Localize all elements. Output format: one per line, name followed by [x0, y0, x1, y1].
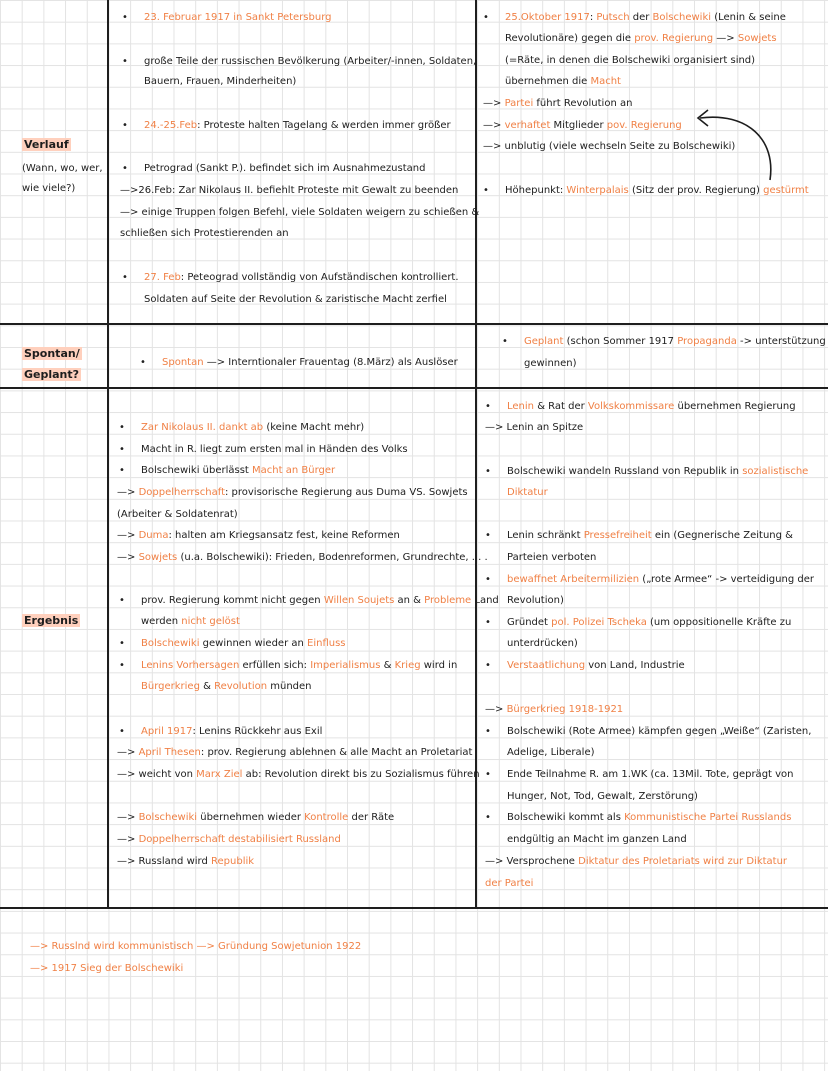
text-fragment: pol. Polizei Tscheka [551, 617, 647, 628]
text-fragment: : [589, 12, 597, 23]
verlauf-left-line [144, 119, 451, 133]
text-fragment: Macht in R. liegt zum ersten mal in Händen des Volks [141, 444, 408, 455]
ergebnis-right-line [507, 551, 596, 565]
text-fragment: —> [117, 487, 139, 498]
text-fragment: Probleme [424, 595, 472, 606]
text-fragment: Kommunistische Partei Russlands [624, 812, 792, 823]
text-fragment: gewinnen wieder an [199, 638, 308, 649]
ergebnis-right-line [507, 529, 793, 543]
text-fragment: Republik [211, 856, 255, 867]
verlauf-left-line [120, 227, 289, 241]
text-fragment: Spontan [162, 357, 204, 368]
text-fragment: der Partei [485, 878, 534, 889]
verlauf-right-line [505, 11, 786, 25]
text-fragment: April Thesen [138, 747, 201, 758]
text-fragment: von Land, Industrie [585, 660, 685, 671]
text-fragment: (u.a. Bolschewiki): Frieden, Bodenreformen, Grundrechte, . . . [177, 552, 488, 563]
ergebnis-left-line [141, 725, 322, 739]
text-fragment: 27. Feb [144, 272, 181, 283]
text-fragment: gestürmt [763, 185, 809, 196]
text-fragment: übernehmen die [505, 76, 591, 87]
text-fragment: —> [117, 747, 139, 758]
row-question-2: wie viele?) [22, 183, 76, 194]
text-fragment: 23. Februar 1917 in Sankt Petersburg [144, 12, 332, 23]
text-fragment: Petrograd (Sankt P.). befindet sich im Ausnahmezustand [144, 163, 426, 174]
text-fragment: —> [483, 120, 505, 131]
ergebnis-left-line [141, 443, 408, 457]
text-fragment: Parteien verboten [507, 552, 597, 563]
ergebnis-right-line [485, 421, 583, 435]
text-fragment: schließen sich Protestierenden an [120, 228, 289, 239]
ergebnis-left-line [117, 529, 400, 543]
verlauf-left-line [144, 271, 459, 285]
text-fragment: Doppelherrschaft destabilisiert Russland [138, 834, 341, 845]
text-fragment: Land [471, 595, 499, 606]
ergebnis-left-line [117, 855, 254, 869]
text-fragment: Macht an Bürger [252, 465, 336, 476]
text-fragment: Sowjets [138, 552, 178, 563]
text-fragment: : Peteograd vollständig von Aufständischen kontrolliert. [180, 272, 459, 283]
text-fragment: große Teile der russischen Bevölkerung (Arbeiter/-innen, Soldaten, [144, 56, 477, 67]
text-fragment: —> einige Truppen folgen Befehl, viele Soldaten weigern zu schießen & [120, 207, 480, 218]
text-fragment: (Lenin & seine [711, 12, 786, 23]
text-fragment: endgültig an Macht im ganzen Land [507, 834, 687, 845]
text-fragment: & [199, 681, 215, 692]
text-fragment: unterdrücken) [507, 638, 578, 649]
text-fragment: : halten am Kriegsansatz fest, keine Reformen [168, 530, 400, 541]
ergebnis-right-line [485, 703, 623, 717]
text-fragment: Macht [590, 76, 621, 87]
verlauf-right-line [505, 32, 777, 46]
ergebnis-right-line [507, 637, 578, 651]
text-fragment: —> Interntionaler Frauentag (8.März) als Auslöser [203, 357, 458, 368]
row-question-1: (Wann, wo, wer, [22, 163, 103, 174]
text-fragment: Bolschewiki [141, 638, 200, 649]
text-fragment: ab: Revolution direkt bis zu Sozialismus führen [242, 769, 480, 780]
ergebnis-right-line [507, 400, 796, 414]
text-fragment: der [629, 12, 653, 23]
ergebnis-left-line [141, 659, 457, 673]
text-fragment: —> weicht von [117, 769, 197, 780]
text-fragment: Winterpalais [566, 185, 629, 196]
text-fragment: Bürgerkrieg 1918-1921 [506, 704, 624, 715]
text-fragment: wird in [420, 660, 458, 671]
text-fragment: Sowjets [737, 33, 777, 44]
divider-left-column [107, 0, 109, 908]
verlauf-right-line [505, 54, 755, 68]
text-fragment: führt Revolution an [533, 98, 633, 109]
text-fragment: erfüllen sich: [239, 660, 311, 671]
text-fragment: Revolution) [507, 595, 564, 606]
footer-line-2: —> 1917 Sieg der Bolschewiki [30, 963, 184, 974]
text-fragment: Willen Soujets [323, 595, 395, 606]
ergebnis-left-line [141, 421, 364, 435]
ergebnis-left-line [141, 637, 346, 651]
ergebnis-right-line [507, 833, 687, 847]
verlauf-left-line [144, 55, 476, 69]
verlauf-left-line [144, 162, 425, 176]
text-fragment: : prov. Regierung ablehnen & alle Macht an Proletariat [200, 747, 473, 758]
text-fragment: Lenin [507, 401, 535, 412]
ergebnis-right-line [507, 659, 685, 673]
text-fragment: —> [713, 33, 738, 44]
ergebnis-left-line [117, 508, 238, 522]
text-fragment: Imperialismus [310, 660, 381, 671]
text-fragment: Krieg [394, 660, 421, 671]
divider-row-2 [0, 387, 828, 389]
text-fragment: Bolschewiki wandeln Russland von Republik in [507, 466, 743, 477]
text-fragment: gewinnen) [524, 358, 577, 369]
text-fragment: Diktatur [507, 487, 548, 498]
text-fragment: prov. Regierung kommt nicht gegen [141, 595, 324, 606]
ergebnis-left-line [141, 615, 240, 629]
text-fragment: Pressefreiheit [583, 530, 652, 541]
text-fragment: : Proteste halten Tagelang & werden immer größer [197, 120, 451, 131]
verlauf-left-line [144, 75, 296, 89]
text-fragment: —> Versprochene [485, 856, 579, 867]
spontan-right-line [524, 335, 826, 349]
text-fragment: Bolschewiki kommt als [507, 812, 625, 823]
text-fragment: Soldaten auf Seite der Revolution & zaristische Macht zerfiel [144, 294, 447, 305]
text-fragment: —> [117, 834, 139, 845]
text-fragment: („rote Armee“ -> verteidigung der [639, 574, 814, 585]
text-fragment: Doppelherrschaft [138, 487, 225, 498]
text-fragment: ein (Gegnerische Zeitung & [651, 530, 793, 541]
ergebnis-right-line [507, 790, 698, 804]
ergebnis-left-line [117, 833, 341, 847]
text-fragment: 25.Oktober 1917 [505, 12, 590, 23]
text-fragment: werden [141, 616, 182, 627]
text-fragment: Partei [504, 98, 534, 109]
verlauf-left-line [144, 293, 447, 307]
text-fragment: Revolutionäre) gegen die [505, 33, 635, 44]
text-fragment: & [380, 660, 395, 671]
ergebnis-right-line [507, 811, 791, 825]
text-fragment: 24.-25.Feb [144, 120, 198, 131]
text-fragment: Gründet [507, 617, 552, 628]
text-fragment: Bolschewiki (Rote Armee) kämpfen gegen „Weiße“ (Zaristen, [507, 726, 812, 737]
verlauf-left-line [120, 206, 479, 220]
verlauf-left-line [144, 11, 331, 25]
text-fragment: übernehmen Regierung [674, 401, 796, 412]
text-fragment: (Arbeiter & Soldatenrat) [117, 509, 238, 520]
divider-row-1 [0, 323, 828, 325]
spontan-left-line [162, 356, 458, 370]
ergebnis-left-line [117, 551, 488, 565]
ergebnis-right-line [507, 616, 791, 630]
verlauf-left-line [120, 184, 458, 198]
text-fragment: Lenin schränkt [507, 530, 584, 541]
text-fragment: Geplant [524, 336, 564, 347]
text-fragment: prov. Regierung [634, 33, 714, 44]
text-fragment: April 1917 [141, 726, 193, 737]
text-fragment: verhaftet [504, 120, 551, 131]
text-fragment: Bolschewiki [138, 812, 198, 823]
text-fragment: Bauern, Frauen, Minderheiten) [144, 76, 297, 87]
text-fragment: Lenins Vorhersagen [141, 660, 240, 671]
verlauf-right-line [483, 119, 682, 133]
ergebnis-left-line [117, 768, 480, 782]
text-fragment: Einfluss [307, 638, 346, 649]
ergebnis-right-line [507, 594, 564, 608]
text-fragment: (um oppositionelle Kräfte zu [646, 617, 792, 628]
ergebnis-right-line [507, 486, 548, 500]
text-fragment: —>26.Feb: Zar Nikolaus II. befiehlt Proteste mit Gewalt zu beenden [120, 185, 459, 196]
text-fragment: -> unterstützung [736, 336, 826, 347]
text-fragment: —> [483, 98, 505, 109]
text-fragment: (Sitz der prov. Regierung) [628, 185, 764, 196]
text-fragment: Putsch [596, 12, 630, 23]
text-fragment: Zar Nikolaus II. dankt ab [141, 422, 264, 433]
ergebnis-left-line [117, 811, 394, 825]
text-fragment: nicht gelöst [181, 616, 240, 627]
text-fragment: Höhepunkt: [505, 185, 567, 196]
text-fragment: Volkskommissare [587, 401, 675, 412]
text-fragment: Ende Teilnahme R. am 1.WK (ca. 13Mil. Tote, geprägt von [507, 769, 794, 780]
text-fragment: —> unblutig (viele wechseln Seite zu Bolschewiki) [483, 141, 736, 152]
text-fragment: —> Lenin an Spitze [485, 422, 584, 433]
ergebnis-left-line [117, 746, 472, 760]
text-fragment: —> [117, 552, 139, 563]
text-fragment: (keine Macht mehr) [263, 422, 365, 433]
text-fragment: Bürgerkrieg [141, 681, 200, 692]
row-label-geplant: Geplant? [24, 368, 80, 381]
verlauf-right-line [505, 75, 621, 89]
text-fragment: : provisorische Regierung aus Duma VS. Sowjets [224, 487, 468, 498]
spontan-right-line [524, 357, 577, 371]
footer-line-1: —> Russlnd wird kommunistisch —> Gründung Sowjetunion 1922 [30, 941, 362, 952]
text-fragment: (schon Sommer 1917 [563, 336, 678, 347]
text-fragment: Adelige, Liberale) [507, 747, 595, 758]
text-fragment: —> [117, 530, 139, 541]
text-fragment: : Lenins Rückkehr aus Exil [192, 726, 323, 737]
verlauf-right-line [483, 97, 632, 111]
text-fragment: & Rat der [534, 401, 588, 412]
row-label-verlauf: Verlauf [24, 138, 69, 151]
text-fragment: Diktatur des Proletariats wird zur Diktatur [578, 856, 788, 867]
text-fragment: —> Russland wird [117, 856, 212, 867]
ergebnis-right-line [507, 746, 595, 760]
text-fragment: an & [394, 595, 425, 606]
ergebnis-left-line [141, 464, 335, 478]
text-fragment: (=Räte, in denen die Bolschewiki organisiert sind) [505, 55, 756, 66]
text-fragment: pov. Regierung [606, 120, 682, 131]
text-fragment: Marx Ziel [196, 769, 243, 780]
ergebnis-right-line [485, 855, 787, 869]
text-fragment: Mitglieder [550, 120, 607, 131]
ergebnis-right-line [507, 573, 814, 587]
ergebnis-right-line [507, 465, 808, 479]
ergebnis-left-line [141, 594, 499, 608]
text-fragment: Kontrolle [304, 812, 349, 823]
text-fragment: bewaffnet Arbeitermilizien [507, 574, 640, 585]
ergebnis-left-line [117, 486, 468, 500]
text-fragment: Hunger, Not, Tod, Gewalt, Zerstörung) [507, 791, 698, 802]
text-fragment: —> [117, 812, 139, 823]
text-fragment: Duma [138, 530, 169, 541]
text-fragment: Bolschewiki überlässt [141, 465, 253, 476]
divider-row-3 [0, 907, 828, 909]
text-fragment: Bolschewiki [652, 12, 712, 23]
text-fragment: münden [267, 681, 312, 692]
text-fragment: —> [485, 704, 507, 715]
ergebnis-left-line [141, 680, 312, 694]
ergebnis-right-line [507, 725, 811, 739]
ergebnis-right-line [507, 768, 794, 782]
text-fragment: Verstaatlichung [507, 660, 586, 671]
text-fragment: sozialistische [742, 466, 809, 477]
text-fragment: der Räte [348, 812, 395, 823]
row-label-spontan: Spontan/ [24, 347, 80, 360]
text-fragment: Revolution [214, 681, 268, 692]
curved-arrow-icon [688, 100, 798, 190]
ergebnis-right-line [485, 877, 533, 891]
row-label-ergebnis: Ergebnis [24, 614, 79, 627]
text-fragment: Propaganda [677, 336, 737, 347]
text-fragment: übernehmen wieder [197, 812, 305, 823]
